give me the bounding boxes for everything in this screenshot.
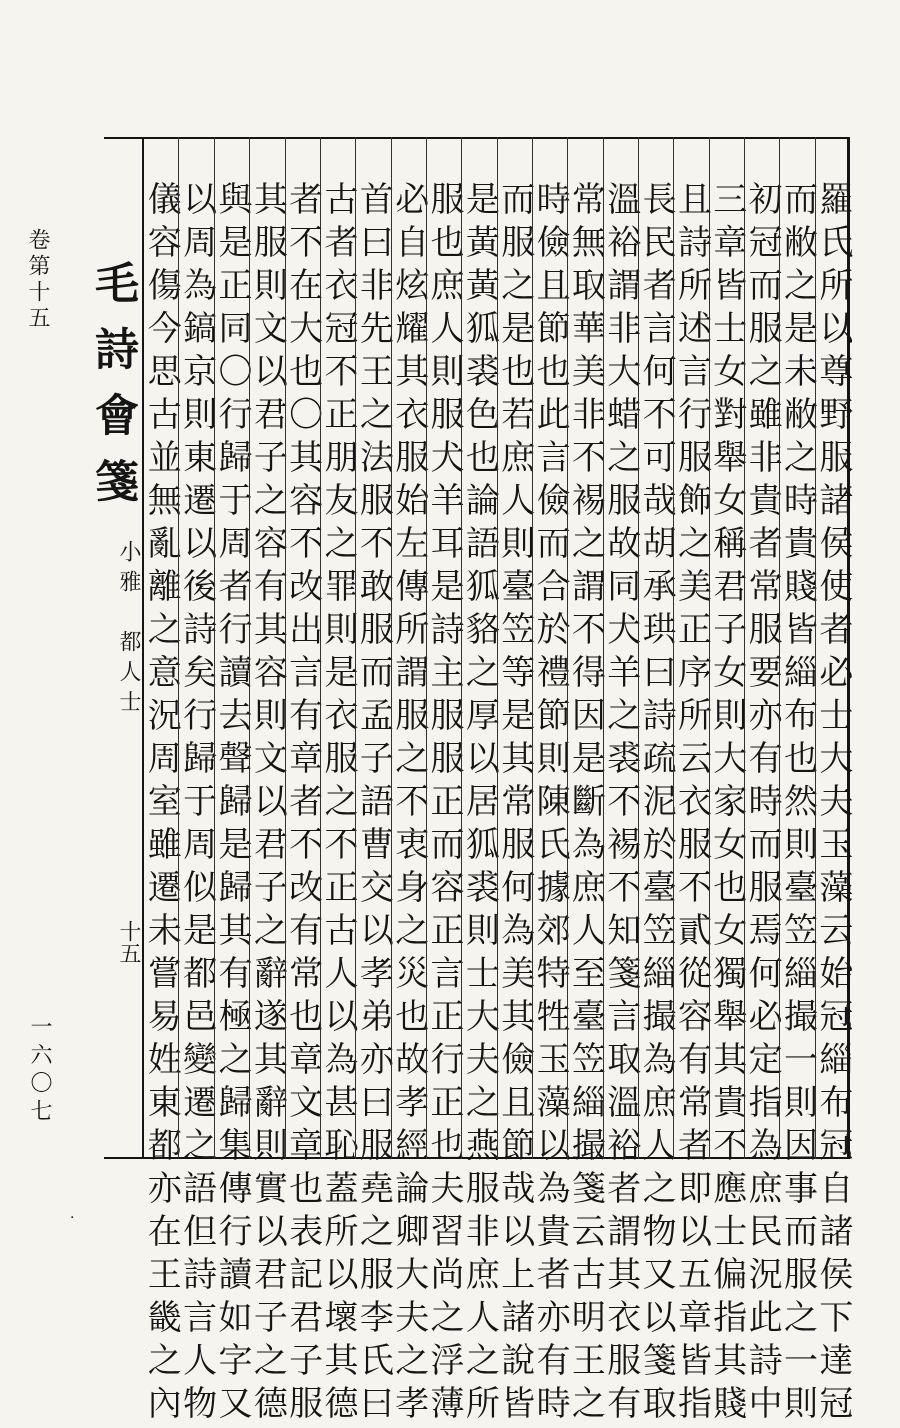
text-column [777, 137, 818, 1428]
column-text: 服也庶人則服犬羊耳是詩主服服正而容正言正行正也夫習尚之浮薄 [424, 181, 465, 1428]
text-column [282, 137, 323, 1428]
column-text: 與是正同〇行歸于周者行讀去聲歸是歸其有極之歸集傳行讀如字又 [211, 181, 252, 1428]
text-column [565, 137, 606, 1428]
text-column [671, 137, 712, 1428]
column-text: 溫裕謂非大蜡之服故同犬羊之裘不裼不知箋言取溫裕者謂其衣服有 [600, 181, 641, 1428]
column-text: 初冠而服之雖非貴者常服要亦有時而服焉何必定指為庶民況此詩中 [742, 181, 783, 1428]
text-column [494, 137, 535, 1428]
text-column [318, 137, 359, 1428]
volume-label: 卷第十五 [25, 228, 50, 332]
text-column [600, 137, 641, 1428]
page-number: 一六〇七 [27, 1015, 52, 1127]
book-title: 毛詩會箋 [87, 260, 138, 524]
column-text: 且詩所述言行服飾之美正序所云衣服不貳從容有常者即以五章皆指 [671, 181, 712, 1428]
column-text: 三章皆士女對舉女稱君子女則大家女也女獨舉其貴不應士偏指其賤 [706, 181, 747, 1428]
text-column [388, 137, 429, 1428]
column-text: 長民者言何不可哉胡承珙曰詩疏泥於臺笠緇撮為庶人之物又以箋取 [636, 181, 677, 1428]
text-column [247, 137, 288, 1428]
text-columns [141, 137, 853, 1428]
text-column [636, 137, 677, 1428]
text-column [353, 137, 394, 1428]
column-text: 而敝之是未敝之時貴賤皆緇布也然則臺笠緇撮一則因事而服之一則 [777, 181, 818, 1428]
column-text: 其服則文以君子之容有其容則文以君子之辭遂其辭則實以君子之德 [247, 181, 288, 1428]
ink-speck: · [70, 1210, 75, 1226]
column-text: 必自炫耀其衣服始左傳所謂服之不衷身之災也故孝經論卿大夫之孝 [388, 181, 429, 1428]
column-text: 古者衣冠不正朋友之罪則是衣服之不正古人以為甚恥蓋所以壞其德 [318, 181, 359, 1428]
leaf-number: 十五 [116, 920, 141, 964]
column-text: 者不在大也〇其容不改出言有章者不改有常也章文章也表記君子服 [282, 181, 323, 1428]
column-text: 時儉且節也此言儉而合於禮節則陳氏據郊特牲玉藻以為貴者亦有時 [530, 181, 571, 1428]
text-column [211, 137, 252, 1428]
column-text: 首曰非先王之法服不敢服而孟子語曹交以孝弟亦曰服堯之服李氏曰 [353, 181, 394, 1428]
column-text: 是黃黃狐裘色也論語狐貉之厚以居狐裘則士大夫之燕服非庶人之所 [459, 181, 500, 1428]
column-text: 羅氏所以尊野服諸侯使者必士大夫玉藻云始冠緇布冠自諸侯下達冠 [812, 181, 853, 1428]
text-column [459, 137, 500, 1428]
text-column [176, 137, 217, 1428]
text-column [706, 137, 747, 1428]
text-column [812, 137, 853, 1428]
column-text: 而服之是也若庶人則臺笠等是其常服何為美其儉且節哉以上諸說皆 [494, 181, 535, 1428]
text-column [141, 137, 182, 1428]
column-text: 常無取華美非不裼之謂不得因是斷為庶人至臺笠緇撮箋云古明王之 [565, 181, 606, 1428]
text-column [424, 137, 465, 1428]
text-column [742, 137, 783, 1428]
text-column [530, 137, 571, 1428]
column-text: 儀容傷今思古並無亂離之意況周室雖遷未嘗易姓東都亦在王畿之內 [141, 181, 182, 1428]
chapter-title: 小雅 都人士 [116, 540, 141, 720]
column-text: 以周為鎬京則東遷以後詩矣行歸于周似是都邑變遷之語但詩言人物 [176, 181, 217, 1428]
